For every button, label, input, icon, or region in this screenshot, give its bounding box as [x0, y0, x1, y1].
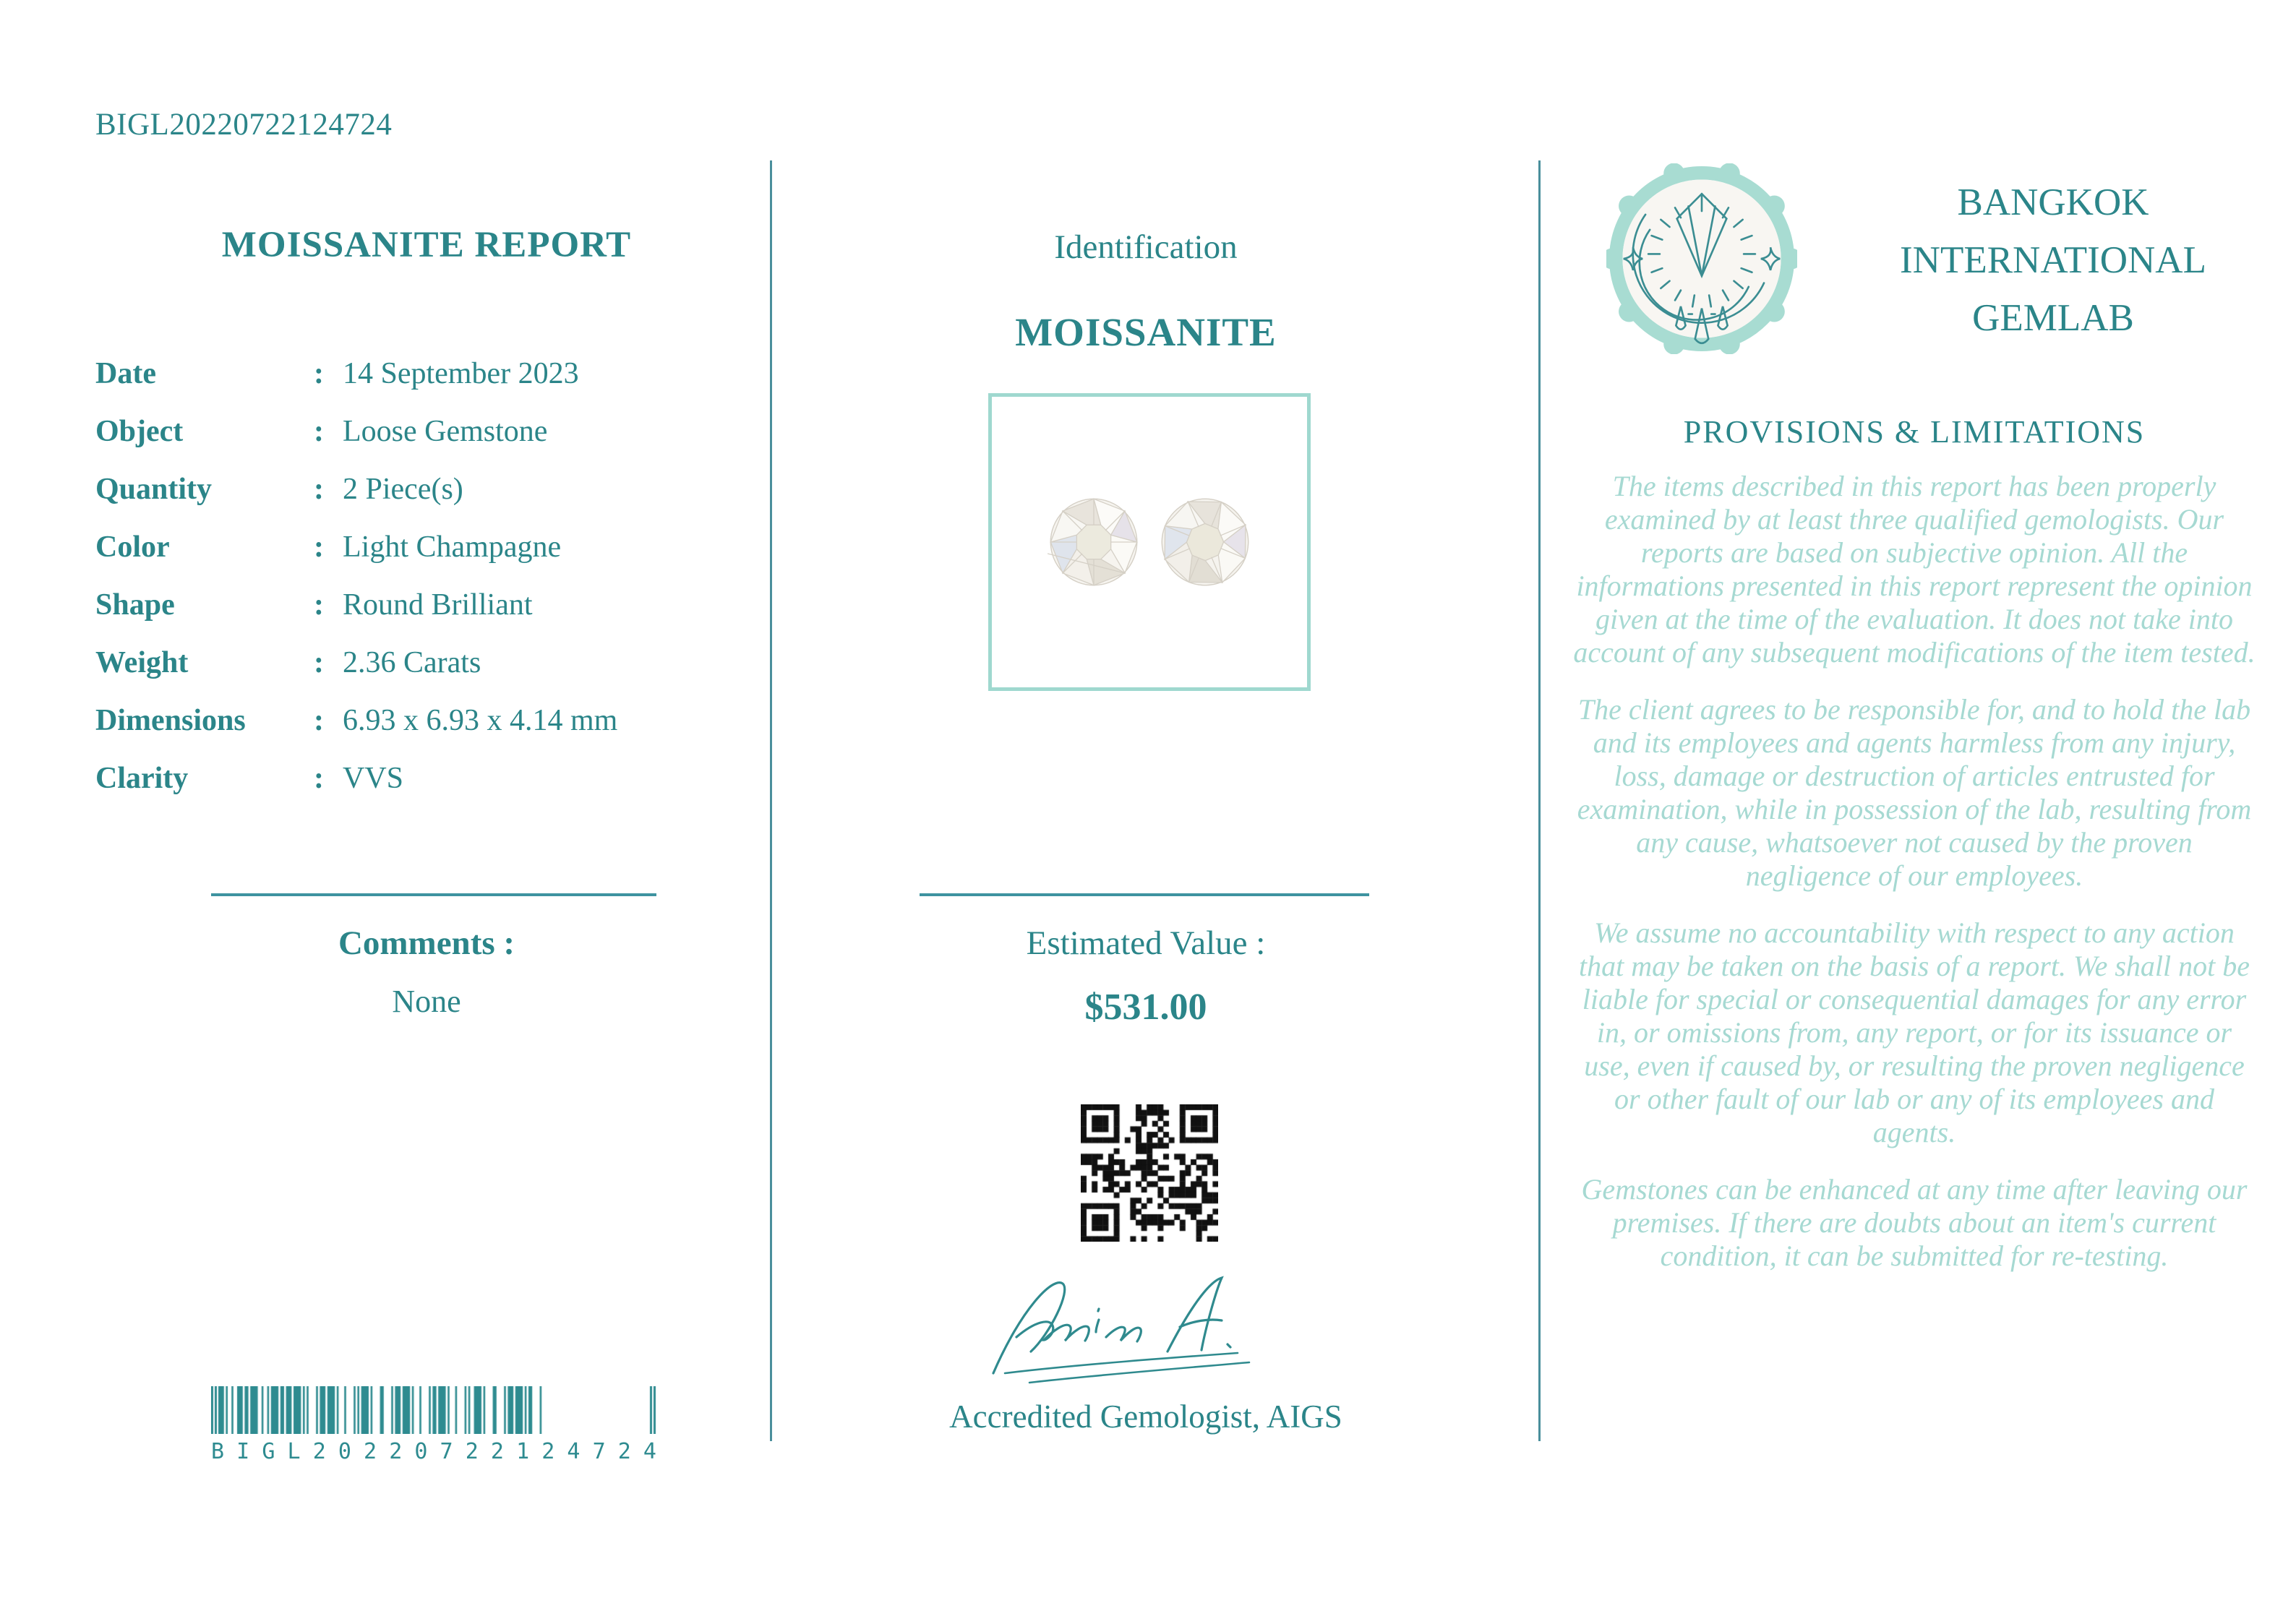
provisions-paragraph: We assume no accountability with respect to any action that may be taken on the basis of a report. We shall not be liable for special or consequential damages for any error in, or omissions from, any report, or for its issuance or use, even if caused by, or resulting the proven negligence or other fault of our lab or any of its employees and agents.: [1578, 916, 2250, 1148]
field-colon: :: [314, 588, 324, 622]
gem-pendant-badge-icon: [1606, 163, 1797, 354]
field-colon: :: [314, 473, 324, 506]
field-label: Object: [95, 415, 184, 448]
field-value: Round Brilliant: [343, 588, 533, 622]
field-value: 6.93 x 6.93 x 4.14 mm: [343, 704, 618, 737]
field-row-dimensions: [95, 692, 753, 749]
field-row-shape: [95, 576, 753, 634]
field-colon: :: [314, 357, 324, 390]
field-value: 14 September 2023: [343, 357, 579, 390]
comments-label: Comments :: [338, 924, 515, 962]
field-value: 2.36 Carats: [343, 646, 481, 679]
field-row-weight: [95, 634, 753, 692]
provisions-paragraph: The client agrees to be responsible for, and to hold the lab and its employees and agents harmless from any injury, loss, damage or destruction of articles entrusted for examination, while in possession of the lab, resulting from any cause, whatsoever not caused by the proven negligence of our employees.: [1577, 693, 2252, 892]
gemologist-signature: [983, 1259, 1316, 1393]
field-value: Light Champagne: [343, 530, 562, 564]
qr-code-icon: [1081, 1104, 1218, 1242]
gemstone-photo-left: [1048, 496, 1140, 588]
field-colon: :: [314, 415, 324, 448]
field-label: Date: [95, 357, 156, 390]
lab-name-line: GEMLAB: [1972, 297, 2134, 339]
comments-value: None: [392, 984, 461, 1019]
barcode-icon: [211, 1386, 656, 1434]
barcode-text: B I G L 2 0 2 2 0 7 2 2 1 2 4 7 2 4: [211, 1439, 656, 1464]
lab-name: [1822, 173, 2284, 347]
field-label: Dimensions: [95, 704, 246, 737]
signatory-title: Accredited Gemologist, AIGS: [949, 1399, 1342, 1435]
gemstone-photo-right: [1159, 496, 1251, 588]
report-title: MOISSANITE REPORT: [221, 225, 632, 265]
field-row-color: [95, 518, 753, 576]
field-label: Weight: [95, 646, 189, 679]
field-row-quantity: [95, 460, 753, 518]
report-serial-number: BIGL20220722124724: [95, 108, 393, 142]
field-label: Clarity: [95, 762, 189, 795]
comments-divider-line: [211, 893, 656, 896]
report-fields-table: [95, 345, 753, 807]
column-divider-right: [1538, 160, 1541, 1441]
provisions-paragraphs: [1573, 470, 2256, 1297]
field-colon: :: [314, 530, 324, 564]
field-value: Loose Gemstone: [343, 415, 548, 448]
field-value: 2 Piece(s): [343, 473, 463, 506]
field-colon: :: [314, 762, 324, 795]
estimated-value-divider-line: [920, 893, 1369, 896]
field-label: Quantity: [95, 473, 213, 506]
barcode-block: [211, 1386, 656, 1464]
field-row-clarity: [95, 749, 753, 807]
gemstone-photo-frame: [988, 393, 1311, 691]
field-label: Shape: [95, 588, 175, 622]
identification-heading: Identification: [1054, 228, 1238, 266]
field-colon: :: [314, 646, 324, 679]
field-label: Color: [95, 530, 170, 564]
column-divider-left: [770, 160, 772, 1441]
estimated-value-label: Estimated Value :: [1026, 924, 1266, 962]
provisions-paragraph: The items described in this report has been properly examined by at least three qualified gemologists. Our reports are based on subjective opinion. All the informations presented in this report represent the opinion given at the time of the evaluation. It does not take into account of any subsequent modifications of the item tested.: [1573, 470, 2256, 669]
field-value: VVS: [343, 762, 404, 795]
provisions-heading: PROVISIONS & LIMITATIONS: [1683, 414, 2146, 450]
lab-name-line: INTERNATIONAL: [1900, 239, 2206, 281]
field-colon: :: [314, 704, 324, 737]
field-row-object: [95, 403, 753, 460]
field-row-date: [95, 345, 753, 403]
estimated-value: $531.00: [1084, 987, 1207, 1028]
lab-name-line: BANGKOK: [1957, 181, 2149, 223]
provisions-paragraph: Gemstones can be enhanced at any time after leaving our premises. If there are doubts about an item's current condition, it can be submitted for re-testing.: [1581, 1173, 2248, 1272]
identification-result: MOISSANITE: [1015, 310, 1277, 354]
